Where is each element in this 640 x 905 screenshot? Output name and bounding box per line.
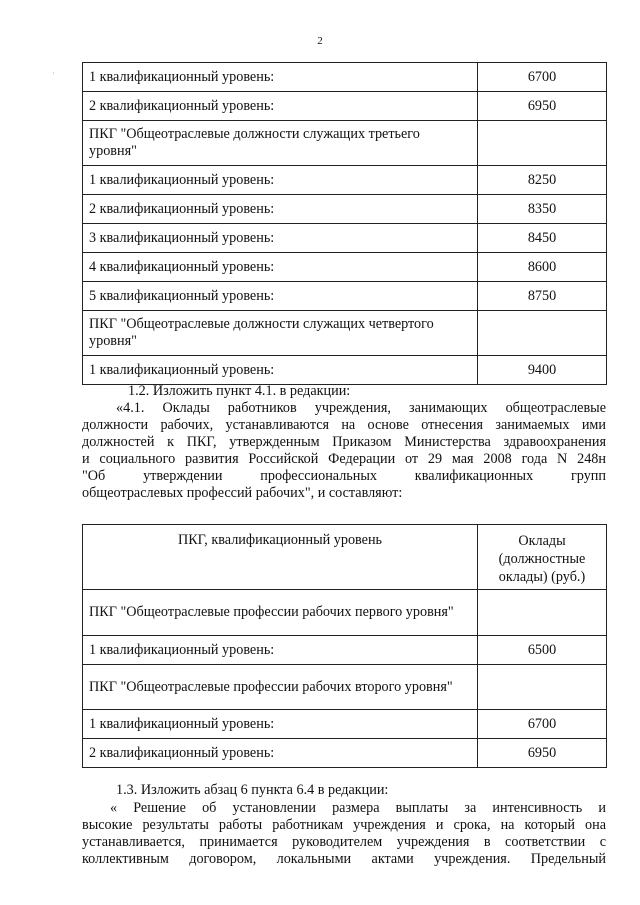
row-salary: 8350 xyxy=(478,195,607,224)
table-row xyxy=(83,224,607,253)
section-1-2-body xyxy=(82,400,606,502)
table-row xyxy=(83,636,607,665)
table-row-group-heading xyxy=(83,121,607,166)
header-line: Оклады xyxy=(518,533,566,549)
row-salary: 6700 xyxy=(478,63,607,92)
paragraph-line: устанавливается, принимается руководителем учреждения в соответствии с xyxy=(82,834,606,850)
paragraph-line: «4.1. Оклады работников учреждения, занимающих общеотраслевые xyxy=(116,400,606,416)
row-label: 4 квалификационный уровень: xyxy=(83,253,478,282)
row-salary xyxy=(478,121,607,166)
paragraph-line: и социального развития Российской Федерации от 29 мая 2008 года N 248н xyxy=(82,451,606,467)
row-label: 5 квалификационный уровень: xyxy=(83,282,478,311)
paragraph-line: должности рабочих, устанавливаются на основе отнесения занимаемых ими xyxy=(82,417,606,433)
table-row xyxy=(83,739,607,768)
salary-table-employees xyxy=(82,62,607,385)
section-1-3-heading xyxy=(82,782,606,799)
column-header-salary xyxy=(478,525,607,590)
paragraph-line: « Решение об установлении размера выплаты за интенсивность и xyxy=(110,800,606,816)
row-label: 2 квалификационный уровень: xyxy=(83,195,478,224)
row-label: 1 квалификационный уровень: xyxy=(83,356,478,385)
paragraph-line: высокие результаты работы работникам учреждения и срока, на который она xyxy=(82,817,606,833)
row-label: 2 квалификационный уровень: xyxy=(83,739,478,768)
table-row-group-heading xyxy=(83,311,607,356)
group-heading: ПКГ "Общеотраслевые профессии рабочих второго уровня" xyxy=(83,665,478,710)
row-label: 2 квалификационный уровень: xyxy=(83,92,478,121)
table-row-group-heading xyxy=(83,665,607,710)
paragraph-line: "Об утверждении профессиональных квалификационных групп xyxy=(82,468,606,484)
row-salary: 6950 xyxy=(478,739,607,768)
table-header-row xyxy=(83,525,607,590)
table-row xyxy=(83,166,607,195)
table-row-group-heading xyxy=(83,590,607,636)
section-heading: 1.3. Изложить абзац 6 пункта 6.4 в редакции: xyxy=(116,782,389,798)
row-salary: 8600 xyxy=(478,253,607,282)
section-heading: 1.2. Изложить пункт 4.1. в редакции: xyxy=(128,383,351,399)
column-header-group: ПКГ, квалификационный уровень xyxy=(83,525,478,590)
row-salary xyxy=(478,590,607,636)
row-salary: 6950 xyxy=(478,92,607,121)
margin-mark: · xyxy=(52,69,55,78)
page-number: 2 xyxy=(317,35,323,47)
row-label: 3 квалификационный уровень: xyxy=(83,224,478,253)
section-1-3-body xyxy=(82,800,606,868)
paragraph-line: общеотраслевых профессий рабочих", и составляют: xyxy=(82,485,403,501)
table-row xyxy=(83,356,607,385)
row-salary: 8450 xyxy=(478,224,607,253)
salary-table-workers xyxy=(82,524,607,768)
paragraph-line: коллективным договором, локальными актами учреждения. Предельный xyxy=(82,851,606,867)
table-row xyxy=(83,253,607,282)
group-heading: ПКГ "Общеотраслевые должности служащих третьего уровня" xyxy=(83,121,478,166)
row-label: 1 квалификационный уровень: xyxy=(83,166,478,195)
row-label: 1 квалификационный уровень: xyxy=(83,636,478,665)
header-line: (должностные xyxy=(498,551,586,567)
row-label: 1 квалификационный уровень: xyxy=(83,710,478,739)
table-row xyxy=(83,92,607,121)
table-row xyxy=(83,282,607,311)
row-salary xyxy=(478,665,607,710)
table-row xyxy=(83,710,607,739)
row-salary: 6500 xyxy=(478,636,607,665)
paragraph-line: должностей к ПКГ, утвержденным Приказом Министерства здравоохранения xyxy=(82,434,606,450)
row-label: 1 квалификационный уровень: xyxy=(83,63,478,92)
header-line: оклады) (руб.) xyxy=(498,569,586,585)
table-row xyxy=(83,63,607,92)
group-heading: ПКГ "Общеотраслевые профессии рабочих первого уровня" xyxy=(83,590,478,636)
section-1-2-heading xyxy=(82,383,606,400)
row-salary: 8250 xyxy=(478,166,607,195)
row-salary: 6700 xyxy=(478,710,607,739)
row-salary xyxy=(478,311,607,356)
table-row xyxy=(83,195,607,224)
row-salary: 8750 xyxy=(478,282,607,311)
group-heading: ПКГ "Общеотраслевые должности служащих четвертого уровня" xyxy=(83,311,478,356)
row-salary: 9400 xyxy=(478,356,607,385)
